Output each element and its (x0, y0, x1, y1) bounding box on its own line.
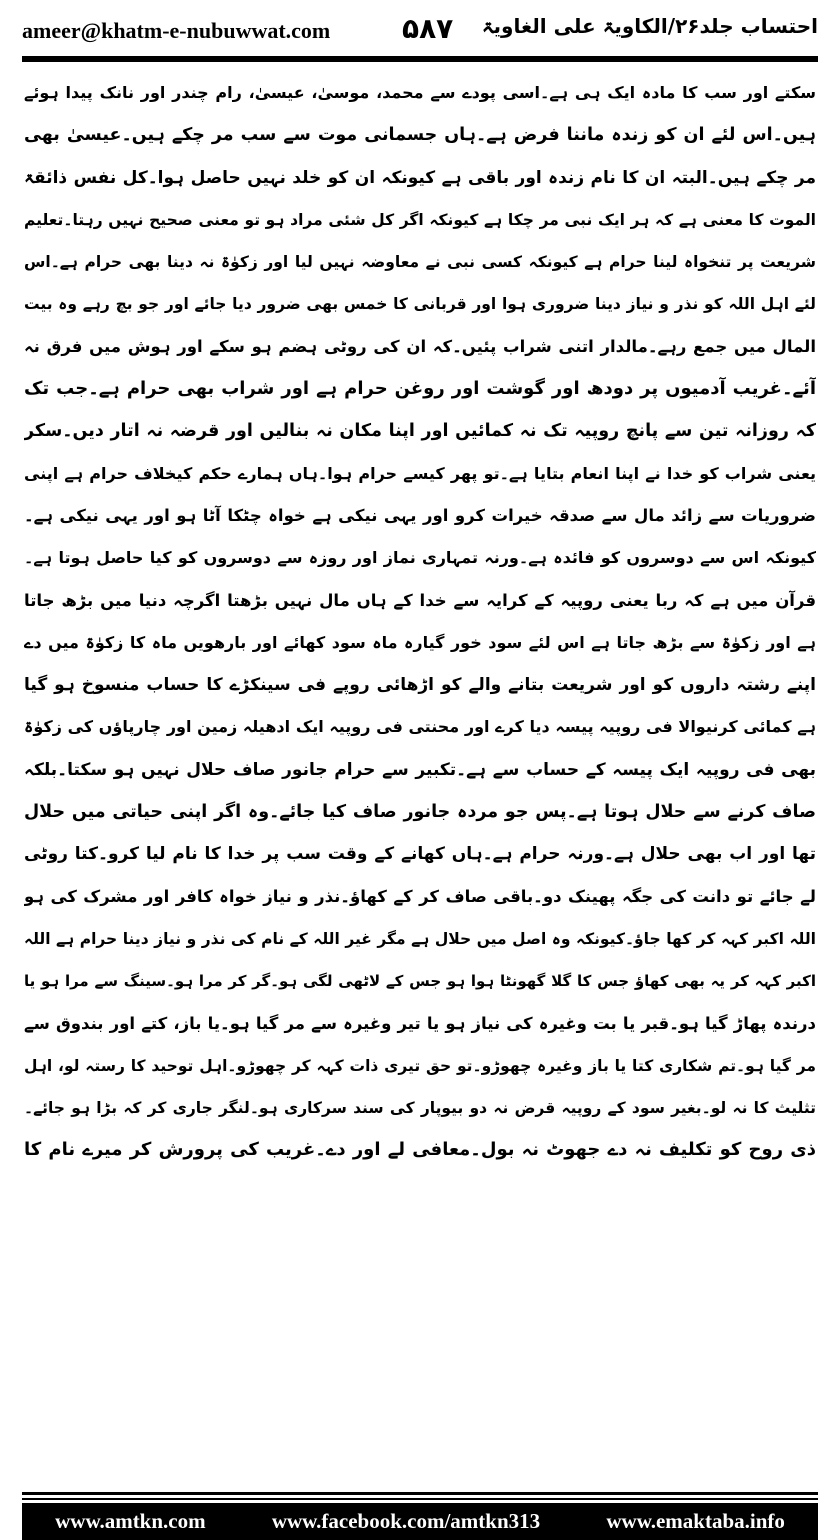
text-line: ضروریات سے زائد مال سے صدقہ خیرات کرو اور یہی نیکی ہے خواہ چٹکا آٹا ہو اور یہی نیکی ہے۔ (24, 505, 816, 525)
text-line: آئے۔غریب آدمیوں پر دودھ اور گوشت اور روغن حرام ہے اور شراب بھی حرام ہے۔جب تک (24, 378, 816, 400)
footer-divider-thin (22, 1498, 818, 1500)
page-number: ۵۸۷ (402, 12, 454, 45)
text-line: ہے کمائی کرنیوالا فی روپیہ پیسہ دیا کرے اور محنتی فی روپیہ ایک ادھیلہ زمین اور چارپاؤں کی زکوٰۃ (24, 717, 816, 737)
text-line: المال میں جمع رہے۔مالدار اتنی شراب پئیں۔کہ ان کی روٹی ہضم ہو سکے اور ہوش میں فرق نہ (24, 336, 816, 356)
text-line: شریعت پر تنخواہ لینا حرام ہے کیونکہ کسی نبی نے معاوضہ نہیں لیا اور زکوٰۃ نہ دینا بھی حرام ہے۔اس (24, 253, 816, 272)
text-line: اللہ اکبر کہہ کر کھا جاؤ۔کیونکہ وہ اصل میں حلال ہے مگر غیر اللہ کے نام کی نذر و نیاز دینا حرام ہے اللہ (24, 929, 816, 948)
text-line: اکبر کہہ کر یہ بھی کھاؤ جس کا گلا گھونٹا ہوا ہو جس کے لاٹھی لگی ہو۔گر کر مرا ہو۔سینگ سے مرا ہو یا (24, 972, 816, 991)
text-line: قرآن میں ہے کہ ربا یعنی روپیہ کے کرایہ سے خدا کے ہاں مال نہیں بڑھتا اگرچہ دنیا میں بڑھ جاتا (24, 590, 816, 610)
text-line: یعنی شراب کو خدا نے اپنا انعام بتایا ہے۔تو پھر کیسے حرام ہوا۔ہاں ہمارے حکم کیخلاف حرام ہے اپنی (24, 463, 816, 483)
text-line: تثلیث کا نہ لو۔بغیر سود کے روپیہ قرض نہ دو بیوپار کی سند سرکاری ہو۔لنگر جاری کر کہ بڑا ہو جائے۔ (24, 1099, 816, 1118)
text-line: سکتے اور سب کا مادہ ایک ہی ہے۔اسی پودے سے محمد، موسیٰ، عیسیٰ، رام چندر اور نانک پیدا ہوئے (24, 83, 816, 102)
text-line: صاف کرنے سے حلال ہوتا ہے۔پس جو مردہ جانور صاف کیا جائے۔وہ اگر اپنی حیاتی میں حلال (24, 802, 816, 823)
text-line: ہے اور زکوٰۃ سے بڑھ جاتا ہے اس لئے سود خور گیارہ ماہ سود کھائے اور بارھویں ماہ کا زکوٰۃ میں دے (24, 632, 816, 652)
text-line: لے جائے تو دانت کی جگہ پھینک دو۔باقی صاف کر کے کھاؤ۔نذر و نیاز خواہ کافر اور مشرک کی ہو (24, 886, 816, 906)
footer-bar (22, 1503, 818, 1540)
text-line: کہ روزانہ تین سے پانچ روپیہ تک نہ کمائیں اور اپنا مکان نہ بنالیں اور قرضہ نہ اتار دیں۔سکر (24, 421, 816, 442)
text-line: کیونکہ اس سے دوسروں کو فائدہ ہے۔ورنہ تمہاری نماز اور روزہ سے دوسروں کو کیا حاصل ہوتا ہے۔ (24, 548, 816, 568)
footer-link-facebook[interactable]: www.facebook.com/amtkn313 (271, 1509, 541, 1533)
footer-divider-thick (22, 1492, 818, 1495)
text-line: درندہ پھاڑ گیا ہو۔قبر یا بت وغیرہ کی نیاز ہو یا تیر وغیرہ سے مر گیا ہو۔یا باز، کتے اور بندوق سے (24, 1013, 816, 1033)
book-title: احتساب جلد۲۶/الکاویۃ علی الغاویۃ (481, 14, 818, 38)
text-line: تھا اور اب بھی حلال ہے۔ورنہ حرام ہے۔ہاں کھانے کے وقت سب پر خدا کا نام لیا کرو۔کتا روٹی (24, 844, 816, 865)
text-line: لئے اہل اللہ کو نذر و نیاز دینا ضروری ہوا اور قربانی کا خمس بھی ضرور دیا جائے اور جو بچ رہے وہ بیت (24, 295, 816, 314)
text-line: ہیں۔اس لئے ان کو زندہ ماننا فرض ہے۔ہاں جسمانی موت سے سب مر چکے ہیں۔عیسیٰ بھی (24, 125, 816, 146)
footer-link-emaktaba[interactable]: www.emaktaba.info (606, 1509, 785, 1533)
body-text (24, 72, 816, 1172)
text-line: ذی روح کو تکلیف نہ دے جھوٹ نہ بول۔معافی لے اور دے۔غریب کی پرورش کر میرے نام کا (24, 1139, 816, 1161)
text-line: مر گیا ہو۔تم شکاری کتا یا باز وغیرہ چھوڑو۔تو حق تیری ذات کہہ کر چھوڑو۔اہل توحید کا رستہ لو، اہل (24, 1056, 816, 1075)
header-email: ameer@khatm-e-nubuwwat.com (22, 18, 331, 43)
page-header (22, 10, 818, 56)
header-divider (22, 56, 818, 62)
footer-link-amtkn[interactable]: www.amtkn.com (55, 1509, 206, 1533)
text-line: بھی فی روپیہ ایک پیسہ کے حساب سے ہے۔تکبیر سے حرام جانور صاف حلال نہیں ہو سکتا۔بلکہ (24, 759, 816, 780)
text-line: مر چکے ہیں۔البتہ ان کا نام زندہ اور باقی ہے کیونکہ ان کو خلد نہیں حاصل ہوا۔کل نفس ذائقۃ (24, 167, 816, 188)
text-line: الموت کا معنی ہے کہ ہر ایک نبی مر چکا ہے کیونکہ اگر کل شئی مراد ہو تو معنی صحیح نہیں رہتا۔تعلیم (24, 210, 816, 229)
text-line: اپنے رشتہ داروں کو اور شریعت بتانے والے کو اڑھائی روپے فی سینکڑے کا حساب منسوخ ہو گیا (24, 675, 816, 696)
